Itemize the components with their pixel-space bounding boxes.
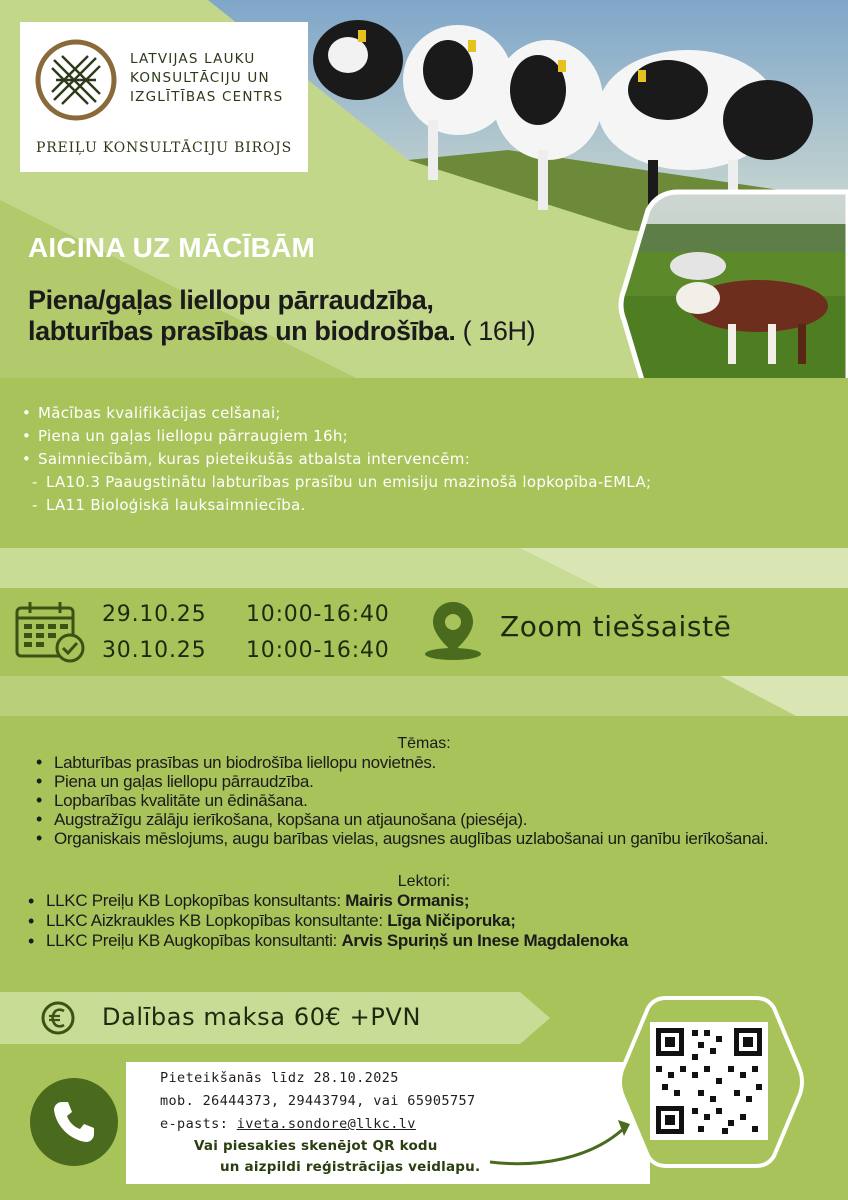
qr-note-line-1: Vai piesakies skenējot QR kodu — [194, 1138, 438, 1154]
fee-text: Dalības maksa 60€ +PVN — [102, 1003, 422, 1031]
qualification-item: • Mācības kvalifikācijas celšanai; — [22, 402, 832, 425]
lector-name: Mairis Ormanis; — [345, 891, 470, 910]
euro-icon — [40, 1000, 76, 1036]
email-link[interactable]: iveta.sondore@llkc.lv — [236, 1116, 416, 1132]
topic-item: • Labturības prasības un biodrošība liellopu novietnēs. — [34, 753, 824, 772]
qualifications-list — [22, 402, 832, 517]
schedule-date-2: 30.10.25 — [102, 638, 207, 663]
invite-heading: AICINA UZ MĀCĪBĀM — [28, 232, 315, 263]
contact-email-row — [160, 1116, 416, 1132]
topic-item: • Lopbarības kvalitāte un ēdināšana. — [34, 791, 824, 810]
email-label: e-pasts: — [160, 1116, 237, 1132]
course-title — [28, 285, 618, 347]
org-name-line-3: IZGLĪTĪBAS CENTRS — [130, 89, 284, 105]
topic-item: • Augstražīgu zālāju ierīkošana, kopšana un atjaunošana (pieséja). — [34, 810, 824, 829]
qualification-subitem: - LA11 Bioloģiskā lauksaimniecība. — [22, 494, 832, 517]
org-name — [130, 50, 300, 107]
location-text: Zoom tiešsaistē — [500, 610, 732, 643]
qualification-item: • Saimniecībām, kuras pieteikušās atbalsta intervencēm: — [22, 448, 832, 471]
lector-item — [26, 911, 826, 931]
org-logo-box — [20, 22, 308, 172]
llkc-logo-icon — [32, 36, 120, 124]
course-title-line-2 — [28, 316, 618, 347]
org-name-line-2: KONSULTĀCIJU UN — [130, 70, 270, 86]
qr-note-line-2: un aizpildi reģistrācijas veidlapu. — [220, 1159, 481, 1175]
decorative-stripe-bottom — [0, 676, 848, 718]
qualification-item: • Piena un gaļas liellopu pārraugiem 16h; — [22, 425, 832, 448]
topic-item: • Organiskais mēslojums, augu barības vielas, augsnes auglības uzlabošanai un ganību ierīkošanai. — [34, 829, 824, 848]
lector-item — [26, 891, 826, 911]
lectors-heading: Lektori: — [397, 873, 451, 890]
lector-name: Arvis Spuriņš un Inese Magdalenoka — [341, 931, 628, 950]
org-name-line-1: LATVIJAS LAUKU — [130, 51, 256, 67]
calendar-check-icon — [14, 600, 86, 664]
qualification-subitem: - LA10.3 Paaugstinātu labturības prasību un emisiju mazinošā lopkopība-EMLA; — [22, 471, 832, 494]
topics-list — [34, 753, 824, 848]
schedule-date-1: 29.10.25 — [102, 602, 207, 627]
phone-icon — [48, 1096, 100, 1148]
schedule-time-1: 10:00-16:40 — [246, 602, 390, 627]
topic-item: • Piena un gaļas liellopu pārraudzība. — [34, 772, 824, 791]
office-name: PREIĻU KONSULTĀCIJU BIROJS — [35, 140, 292, 156]
lector-role: LLKC Preiļu KB Augkopības konsultanti: — [46, 931, 342, 950]
course-title-line-2-text: labturības prasības un biodrošība. — [28, 316, 456, 346]
lector-name: Līga Ničiporuka; — [387, 911, 516, 930]
map-pin-icon — [422, 598, 484, 662]
lector-role: LLKC Preiļu KB Lopkopības konsultants: — [46, 891, 346, 910]
lectors-list — [26, 891, 826, 951]
qr-code-icon[interactable] — [616, 992, 806, 1172]
decorative-stripe-top — [0, 548, 848, 588]
contact-phones: mob. 26444373, 29443794, vai 65905757 — [160, 1093, 476, 1109]
schedule-time-2: 10:00-16:40 — [246, 638, 390, 663]
registration-deadline: Pieteikšanās līdz 28.10.2025 — [160, 1070, 399, 1086]
course-hours: ( 16H) — [462, 316, 536, 346]
phone-badge — [30, 1078, 118, 1166]
lector-role: LLKC Aizkraukles KB Lopkopības konsultante: — [46, 911, 388, 930]
lector-item — [26, 931, 826, 951]
course-title-line-1: Piena/gaļas liellopu pārraudzība, — [28, 285, 434, 315]
topics-heading: Tēmas: — [397, 735, 451, 752]
